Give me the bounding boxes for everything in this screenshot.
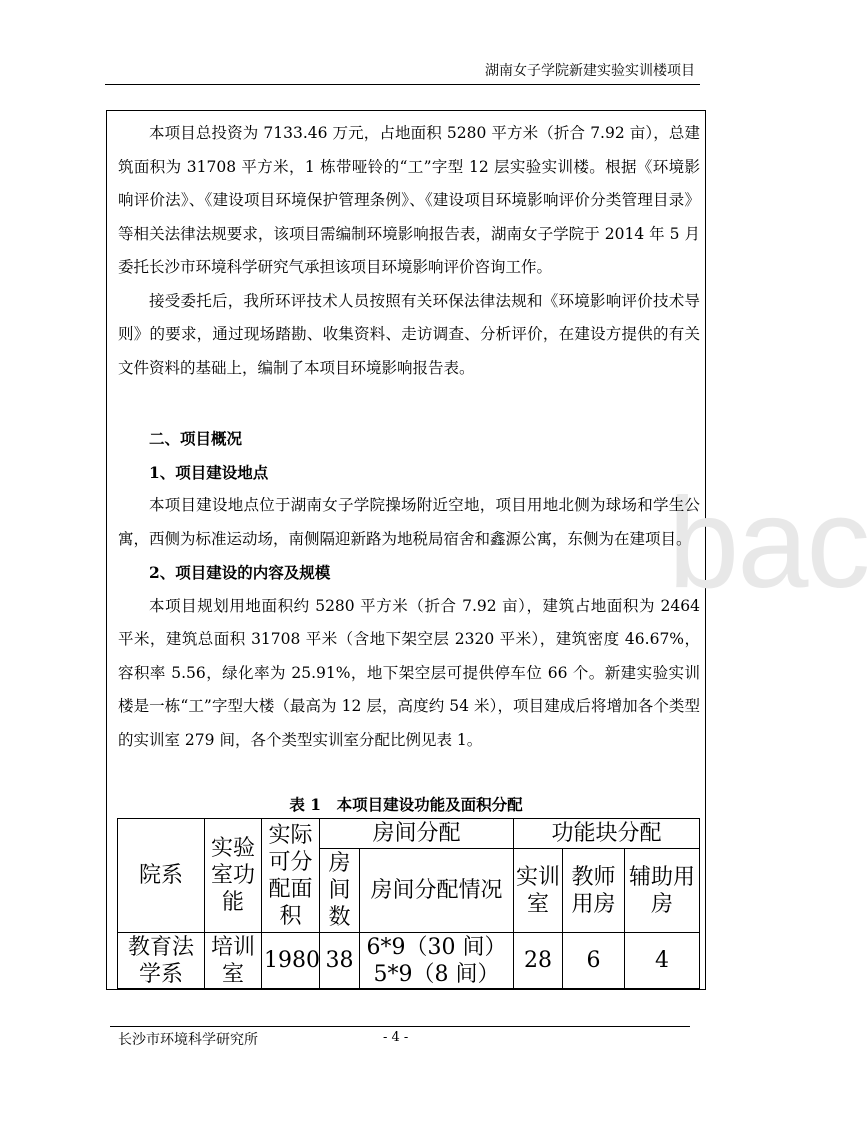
intro-paragraph-2: 接受委托后，我所环评技术人员按照有关环保法律法规和《环境影响评价技术导则》的要求，通过现场踏勘、收集资料、走访调查、分析评价，在建设方提供的有关文件资料的基础上，编制了本项目环境影响报告表。: [118, 291, 700, 377]
header-room-allocation: 房间分配: [320, 819, 514, 849]
watermark: bac: [668, 472, 868, 615]
section-heading: 二、项目概况: [149, 429, 243, 448]
cell-teacher: 6: [563, 933, 625, 989]
header-teacher: 教师用房: [563, 849, 625, 933]
intro-section: [118, 117, 700, 385]
table-row: [118, 933, 700, 989]
cell-room-detail: 6*9（30 间）5*9（8 间）: [360, 933, 514, 989]
header-function-allocation: 功能块分配: [514, 819, 700, 849]
cell-aux: 4: [625, 933, 700, 989]
intro-paragraph-1: 本项目总投资为 7133.46 万元，占地面积 5280 平方米（折合 7.92 亩），总建筑面积为 31708 平方米，1 栋带哑铃的“工”字型 12 层实验实训楼。根据《环境影响评价法》、《建设项目环境保护管理条例》、《建设项目环境影响评价分类管理目录》等相关法律法规要求，该项目需编制环境影响报告表，湖南女子学院于 2014 年 5 月委托长沙市环境科学研究气承担该项目环境影响评价咨询工作。: [118, 124, 700, 276]
cell-lab-function: 培训室: [205, 933, 262, 989]
cell-training: 28: [514, 933, 563, 989]
location-heading: 1、项目建设地点: [149, 462, 269, 482]
header-dept: 院系: [118, 819, 205, 933]
scale-heading: 2、项目建设的内容及规模: [149, 563, 331, 582]
header-training: 实训室: [514, 849, 563, 933]
project-overview-section: [118, 422, 700, 757]
header-room-count: 房间数: [320, 849, 360, 933]
footer-organization: 长沙市环境科学研究所: [118, 1032, 258, 1048]
header-aux: 辅助用房: [625, 849, 700, 933]
header-room-detail: 房间分配情况: [360, 849, 514, 933]
header-area: 实际可分配面积: [262, 819, 320, 933]
cell-area: 1980: [262, 933, 320, 989]
header-lab-function: 实验室功能: [205, 819, 262, 933]
allocation-table: [117, 818, 700, 989]
cell-room-count: 38: [320, 933, 360, 989]
footer-divider: [110, 1026, 690, 1027]
location-paragraph: 本项目建设地点位于湖南女子学院操场附近空地，项目用地北侧为球场和学生公寓，西侧为标准运动场，南侧隔迎新路为地税局宿舍和鑫源公寓，东侧为在建项目。: [118, 496, 700, 548]
page-number: - 4 -: [383, 1030, 409, 1045]
cell-dept: 教育法学系: [118, 933, 205, 989]
header-divider: [105, 84, 700, 85]
scale-paragraph: 本项目规划用地面积约 5280 平方米（折合 7.92 亩），建筑占地面积为 2464 平米，建筑总面积 31708 平米（含地下架空层 2320 平米），建筑密度 46.67%，容积率 5.56，绿化率为 25.91%，地下架空层可提供停车位 66 个。新建实验实训楼是一栋“工”字型大楼（最高为 12 层，高度约 54 米），项目建成后将增加各个类型的实训室 279 间，各个类型实训室分配比例见表 1。: [118, 596, 700, 749]
table-header-row: [118, 819, 700, 849]
table-caption: 表 1 本项目建设功能及面积分配: [289, 795, 523, 814]
page-header: 湖南女子学院新建实验实训楼项目: [485, 63, 695, 79]
